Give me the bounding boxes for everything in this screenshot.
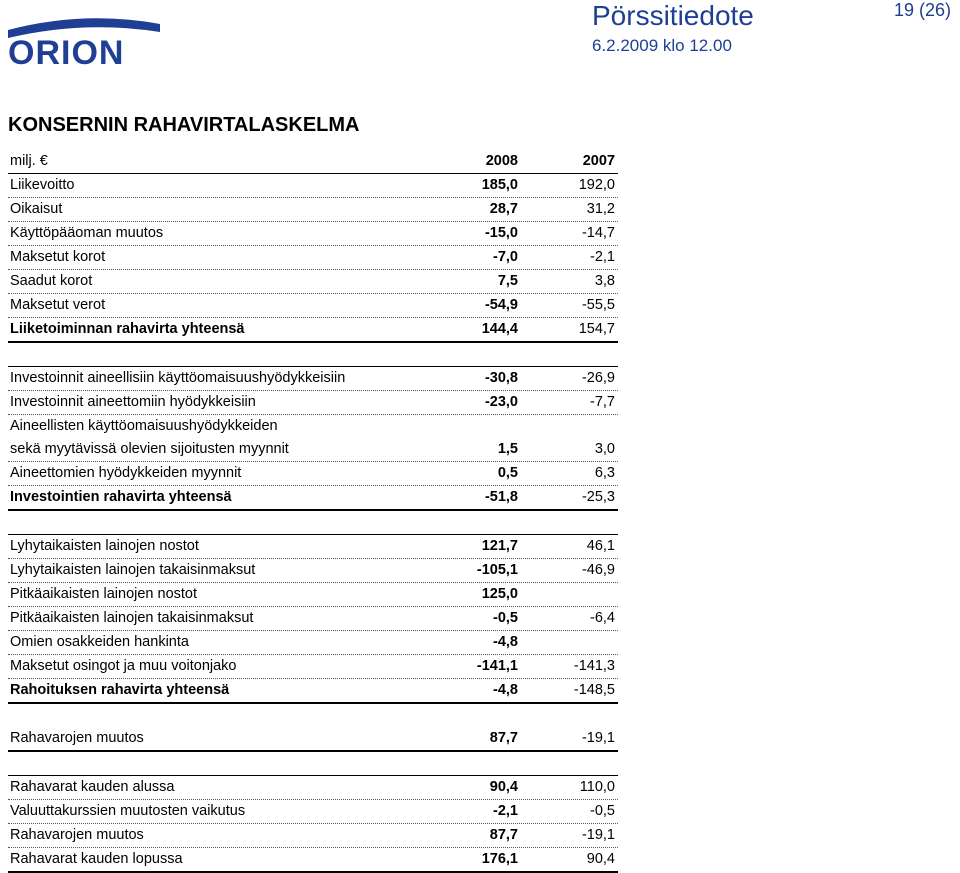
value-2008: 185,0: [481, 177, 518, 193]
investing-section: [8, 367, 618, 415]
value-2007: -2,1: [590, 249, 615, 265]
row-label: Liikevoitto: [10, 177, 75, 193]
table-row: [8, 246, 618, 270]
value-2007: 90,4: [586, 851, 615, 867]
logo-text: ORION: [8, 34, 125, 72]
table-row: [8, 294, 618, 318]
row-label: Omien osakkeiden hankinta: [10, 634, 189, 650]
row-label: Lyhytaikaisten lainojen nostot: [10, 538, 199, 554]
row-label: Rahavarojen muutos: [10, 827, 144, 843]
value-2007: -14,7: [581, 225, 615, 241]
orion-logo: [4, 14, 164, 72]
section-divider: [8, 752, 618, 776]
table-row: [8, 631, 618, 655]
investing-section-after: [8, 462, 618, 486]
row-label: Rahavarat kauden alussa: [10, 779, 175, 795]
column-header-2007: 2007: [582, 153, 615, 169]
value-2007: -19,1: [581, 730, 615, 746]
value-2007: 110,0: [579, 779, 615, 795]
table-row: [8, 367, 618, 391]
value-2007: -19,1: [581, 827, 615, 843]
value-2007: 192,0: [578, 177, 615, 193]
value-2007: -26,9: [581, 370, 615, 386]
table-row: [8, 776, 618, 800]
table-row: [8, 198, 618, 222]
value-2008: 7,5: [497, 273, 518, 289]
row-label: Investoinnit aineettomiin hyödykkeisiin: [10, 394, 256, 410]
value-2007: 6,3: [594, 465, 615, 481]
value-2007: -7,7: [590, 394, 615, 410]
row-label: Lyhytaikaisten lainojen takaisinmaksut: [10, 562, 256, 578]
section-divider: [8, 511, 618, 535]
orion-logo-graphic: [4, 14, 164, 72]
table-row: [8, 438, 618, 462]
row-label: Käyttöpääoman muutos: [10, 225, 164, 241]
document-date: 6.2.2009 klo 12.00: [592, 36, 732, 55]
financing-section: [8, 535, 618, 679]
table-row: [8, 391, 618, 415]
operating-section: [8, 174, 618, 318]
value-2008: 1,5: [497, 441, 518, 457]
table-row: [8, 462, 618, 486]
table-row: [8, 583, 618, 607]
row-label: Rahoituksen rahavirta yhteensä: [10, 682, 230, 698]
table-row: [8, 655, 618, 679]
table-row: [8, 174, 618, 198]
page-number: 19 (26): [894, 0, 952, 20]
row-label: sekä myytävissä olevien sijoitusten myynnit: [10, 441, 289, 457]
table-row: [8, 848, 618, 873]
table-row: [8, 222, 618, 246]
row-label: Rahavarat kauden lopussa: [10, 851, 183, 867]
row-label: Maksetut osingot ja muu voitonjako: [10, 658, 237, 674]
unit-label: milj. €: [10, 153, 48, 169]
row-label: Saadut korot: [10, 273, 93, 289]
financing-total-row: [8, 679, 618, 704]
change-row: [8, 727, 618, 752]
value-2008: 125,0: [481, 586, 518, 602]
column-header-2008: 2008: [485, 153, 518, 169]
value-2008: -7,0: [493, 249, 518, 265]
value-2007: 3,0: [594, 441, 615, 457]
value-2008: 87,7: [489, 827, 518, 843]
value-2007: -25,3: [581, 489, 615, 505]
table-row: [8, 607, 618, 631]
document-title: Pörssitiedote: [592, 0, 754, 31]
cash-flow-table: [8, 150, 618, 873]
row-label: Pitkäaikaisten lainojen nostot: [10, 586, 198, 602]
row-label: Aineettomien hyödykkeiden myynnit: [10, 465, 242, 481]
value-2008: -105,1: [476, 562, 518, 578]
row-label: Maksetut verot: [10, 297, 106, 313]
value-2007: 31,2: [586, 201, 615, 217]
row-label: Oikaisut: [10, 201, 63, 217]
table-row: [8, 270, 618, 294]
value-2008: -51,8: [484, 489, 518, 505]
page-heading: KONSERNIN RAHAVIRTALASKELMA: [8, 114, 360, 136]
value-2008: 144,4: [481, 321, 518, 337]
value-2007: 154,7: [578, 321, 615, 337]
value-2007: -141,3: [573, 658, 615, 674]
value-2008: 87,7: [489, 730, 518, 746]
value-2007: -6,4: [590, 610, 615, 626]
row-label: Maksetut korot: [10, 249, 106, 265]
value-2008: -0,5: [493, 610, 518, 626]
table-row: [8, 415, 618, 438]
cash-section: [8, 776, 618, 873]
value-2008: -30,8: [484, 370, 518, 386]
value-2007: -0,5: [590, 803, 615, 819]
value-2008: -23,0: [484, 394, 518, 410]
row-label: Investoinnit aineellisiin käyttöomaisuushyödykkeisiin: [10, 370, 346, 386]
investing-total-row: [8, 486, 618, 511]
operating-total-row: [8, 318, 618, 343]
value-2007: -55,5: [581, 297, 615, 313]
row-label: Liiketoiminnan rahavirta yhteensä: [10, 321, 245, 337]
table-row: [8, 824, 618, 848]
row-label: Valuuttakurssien muutosten vaikutus: [10, 803, 246, 819]
row-label: Rahavarojen muutos: [10, 730, 144, 746]
table-row: [8, 535, 618, 559]
value-2008: 28,7: [489, 201, 518, 217]
value-2008: 90,4: [489, 779, 518, 795]
table-row: [8, 559, 618, 583]
row-label: Investointien rahavirta yhteensä: [10, 489, 232, 505]
value-2008: -15,0: [484, 225, 518, 241]
section-divider: [8, 343, 618, 367]
value-2008: -2,1: [493, 803, 518, 819]
section-gap: [8, 704, 618, 727]
value-2008: -141,1: [476, 658, 518, 674]
value-2008: -4,8: [493, 634, 518, 650]
row-label: Pitkäaikaisten lainojen takaisinmaksut: [10, 610, 254, 626]
value-2008: -4,8: [493, 682, 518, 698]
row-label: Aineellisten käyttöomaisuushyödykkeiden: [10, 418, 278, 434]
value-2008: 121,7: [481, 538, 518, 554]
value-2007: -46,9: [581, 562, 615, 578]
value-2008: 0,5: [497, 465, 518, 481]
value-2007: 46,1: [586, 538, 615, 554]
table-header-row: [8, 150, 618, 174]
value-2008: 176,1: [481, 851, 518, 867]
table-row: [8, 800, 618, 824]
value-2008: -54,9: [484, 297, 518, 313]
value-2007: -148,5: [573, 682, 615, 698]
value-2007: 3,8: [594, 273, 615, 289]
